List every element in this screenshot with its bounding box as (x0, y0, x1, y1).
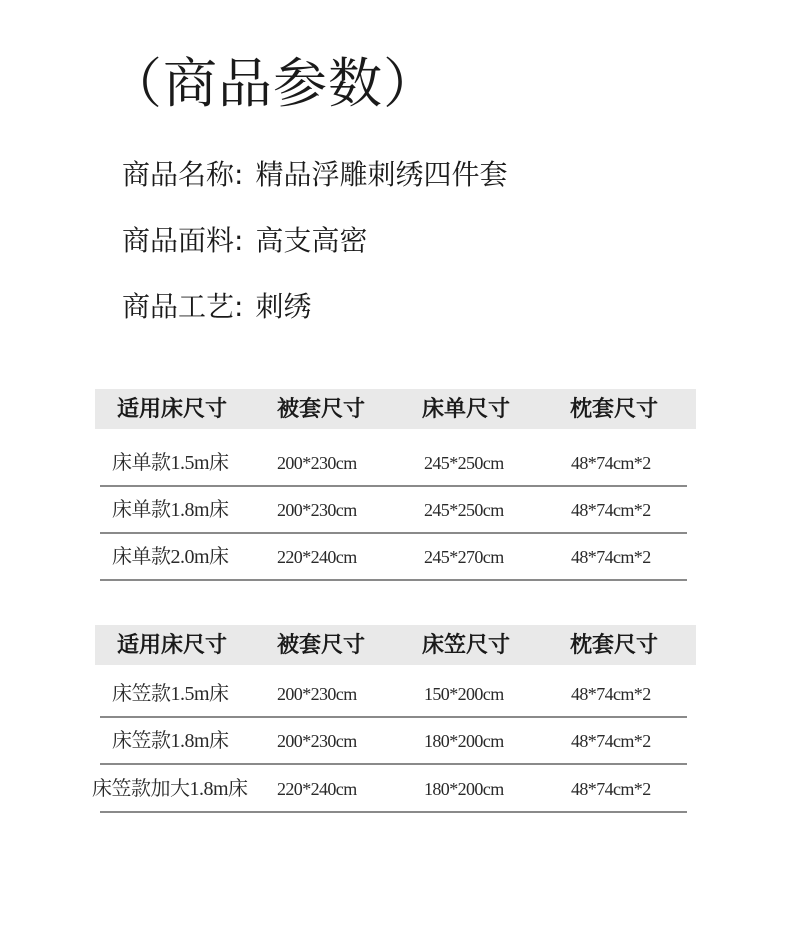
row-divider (100, 763, 687, 765)
table-header (95, 389, 696, 429)
table-header-cell: 被套尺寸 (277, 633, 366, 658)
table-cell: 48*74cm*2 (571, 779, 651, 799)
table-cell: 48*74cm*2 (571, 500, 651, 520)
table-cell: 200*230cm (277, 731, 357, 751)
size-table-sheet (95, 389, 696, 568)
table-header-cell: 适用床尺寸 (117, 397, 228, 422)
info-label: 商品名称: (122, 158, 244, 191)
info-value: 刺绣 (255, 290, 312, 323)
row-divider (100, 579, 687, 581)
info-label: 商品面料: (122, 224, 244, 257)
table-cell: 床单款1.5m床 (112, 452, 229, 474)
table-row (95, 534, 696, 581)
table-cell: 200*230cm (277, 684, 357, 704)
table-cell: 48*74cm*2 (571, 547, 651, 567)
table-header-cell: 被套尺寸 (277, 397, 366, 422)
table-cell: 床笠款1.5m床 (112, 683, 229, 705)
info-row-fabric (122, 221, 367, 261)
table-cell: 180*200cm (424, 779, 504, 799)
table-cell: 200*230cm (277, 453, 357, 473)
page-title: （商品参数） (108, 52, 438, 115)
table-cell: 48*74cm*2 (571, 684, 651, 704)
info-value: 精品浮雕刺绣四件套 (255, 158, 508, 191)
table-row (95, 440, 696, 487)
table-header-cell: 枕套尺寸 (570, 397, 659, 422)
table-row (95, 487, 696, 534)
info-label: 商品工艺: (122, 290, 244, 323)
table-cell: 245*250cm (424, 453, 504, 473)
table-cell: 床笠款加大1.8m床 (92, 778, 248, 800)
table-header-cell: 床单尺寸 (422, 397, 511, 422)
size-table-fitted (92, 625, 696, 800)
table-header (95, 625, 696, 665)
table-header-cell: 适用床尺寸 (117, 633, 228, 658)
table-cell: 床单款2.0m床 (112, 546, 229, 568)
table-cell: 200*230cm (277, 500, 357, 520)
table-cell: 床单款1.8m床 (112, 499, 229, 521)
table-row (95, 718, 696, 765)
table-cell: 245*270cm (424, 547, 504, 567)
info-row-product-name (122, 155, 507, 195)
table-cell: 180*200cm (424, 731, 504, 751)
info-row-craft (122, 287, 311, 327)
table-cell: 48*74cm*2 (571, 731, 651, 751)
table-cell: 245*250cm (424, 500, 504, 520)
table-header-cell: 枕套尺寸 (570, 633, 659, 658)
info-value: 高支高密 (255, 224, 368, 257)
table-row (92, 766, 696, 813)
table-cell: 48*74cm*2 (571, 453, 651, 473)
table-cell: 150*200cm (424, 684, 504, 704)
row-divider (100, 811, 687, 813)
table-cell: 床笠款1.8m床 (112, 730, 229, 752)
table-cell: 220*240cm (277, 547, 357, 567)
table-header-cell: 床笠尺寸 (422, 633, 511, 658)
table-cell: 220*240cm (277, 779, 357, 799)
table-row (95, 671, 696, 718)
